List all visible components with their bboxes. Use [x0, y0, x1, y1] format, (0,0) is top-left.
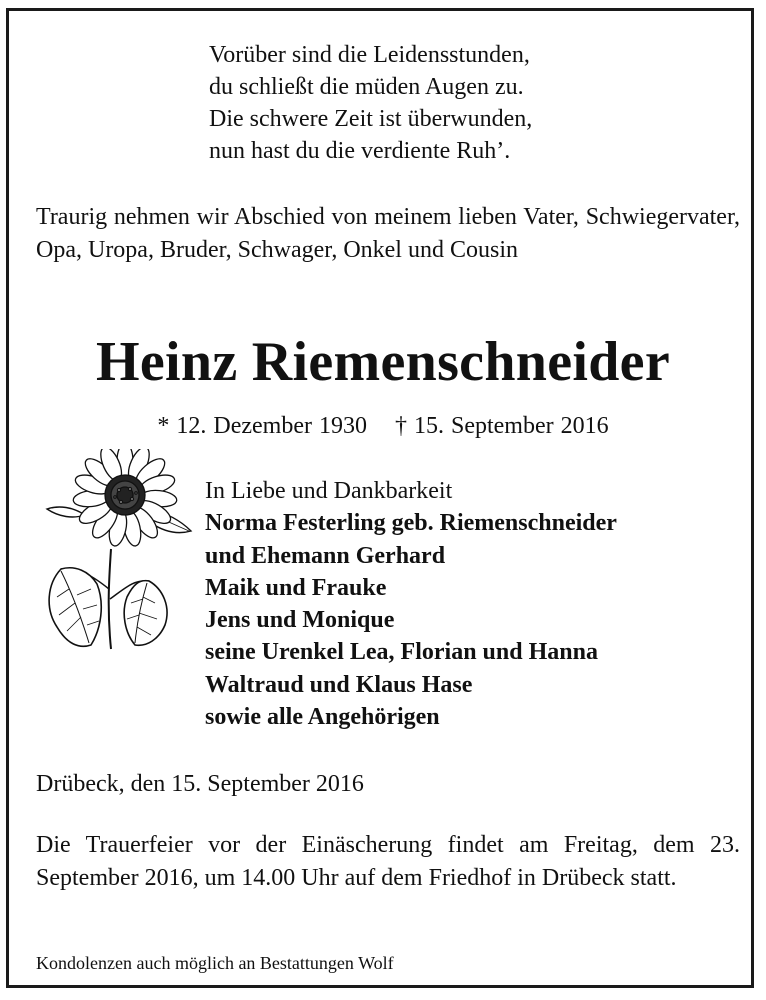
poem-line: du schließt die müden Augen zu. — [209, 74, 524, 100]
mourner-line: seine Urenkel Lea, Florian und Hanna — [205, 639, 598, 666]
death-date: † 15. September 2016 — [394, 413, 609, 439]
deceased-name: Heinz Riemenschneider — [96, 331, 670, 393]
condolence-note: Kondolenzen auch möglich an Bestattungen Wolf — [36, 953, 394, 973]
mourners-list — [205, 475, 617, 733]
poem-line: nun hast du die verdiente Ruh’. — [209, 138, 511, 164]
mourner-line: Waltraud und Klaus Hase — [205, 671, 473, 698]
mourner-line: Maik und Frauke — [205, 574, 387, 601]
poem-line: Die schwere Zeit ist überwunden, — [209, 106, 533, 132]
mourner-line: sowie alle Angehörigen — [205, 704, 440, 731]
mourner-line: und Ehemann Gerhard — [205, 542, 446, 569]
mourner-line: Norma Festerling geb. Riemenschneider — [205, 510, 617, 537]
sunflower-icon — [39, 449, 199, 659]
life-dates — [9, 411, 757, 441]
poem-line: Vorüber sind die Leidensstunden, — [209, 42, 530, 68]
mourner-line: Jens und Monique — [205, 607, 395, 634]
obituary-frame — [6, 8, 754, 988]
birth-date: * 12. Dezember 1930 — [157, 413, 367, 439]
place-and-date: Drübeck, den 15. September 2016 — [36, 771, 364, 797]
farewell-text: Traurig nehmen wir Abschied von meinem lieben Vater, Schwiegervater, Opa, Uropa, Bruder, Schwager, Onkel und Cousin — [36, 204, 740, 263]
poem — [209, 39, 532, 167]
funeral-service-info: Die Trauerfeier vor der Einäscherung findet am Freitag, dem 23. September 2016, um 14.00 Uhr auf dem Friedhof in Drübeck statt. — [36, 832, 740, 891]
mourners-lead: In Liebe und Dankbarkeit — [205, 478, 453, 504]
